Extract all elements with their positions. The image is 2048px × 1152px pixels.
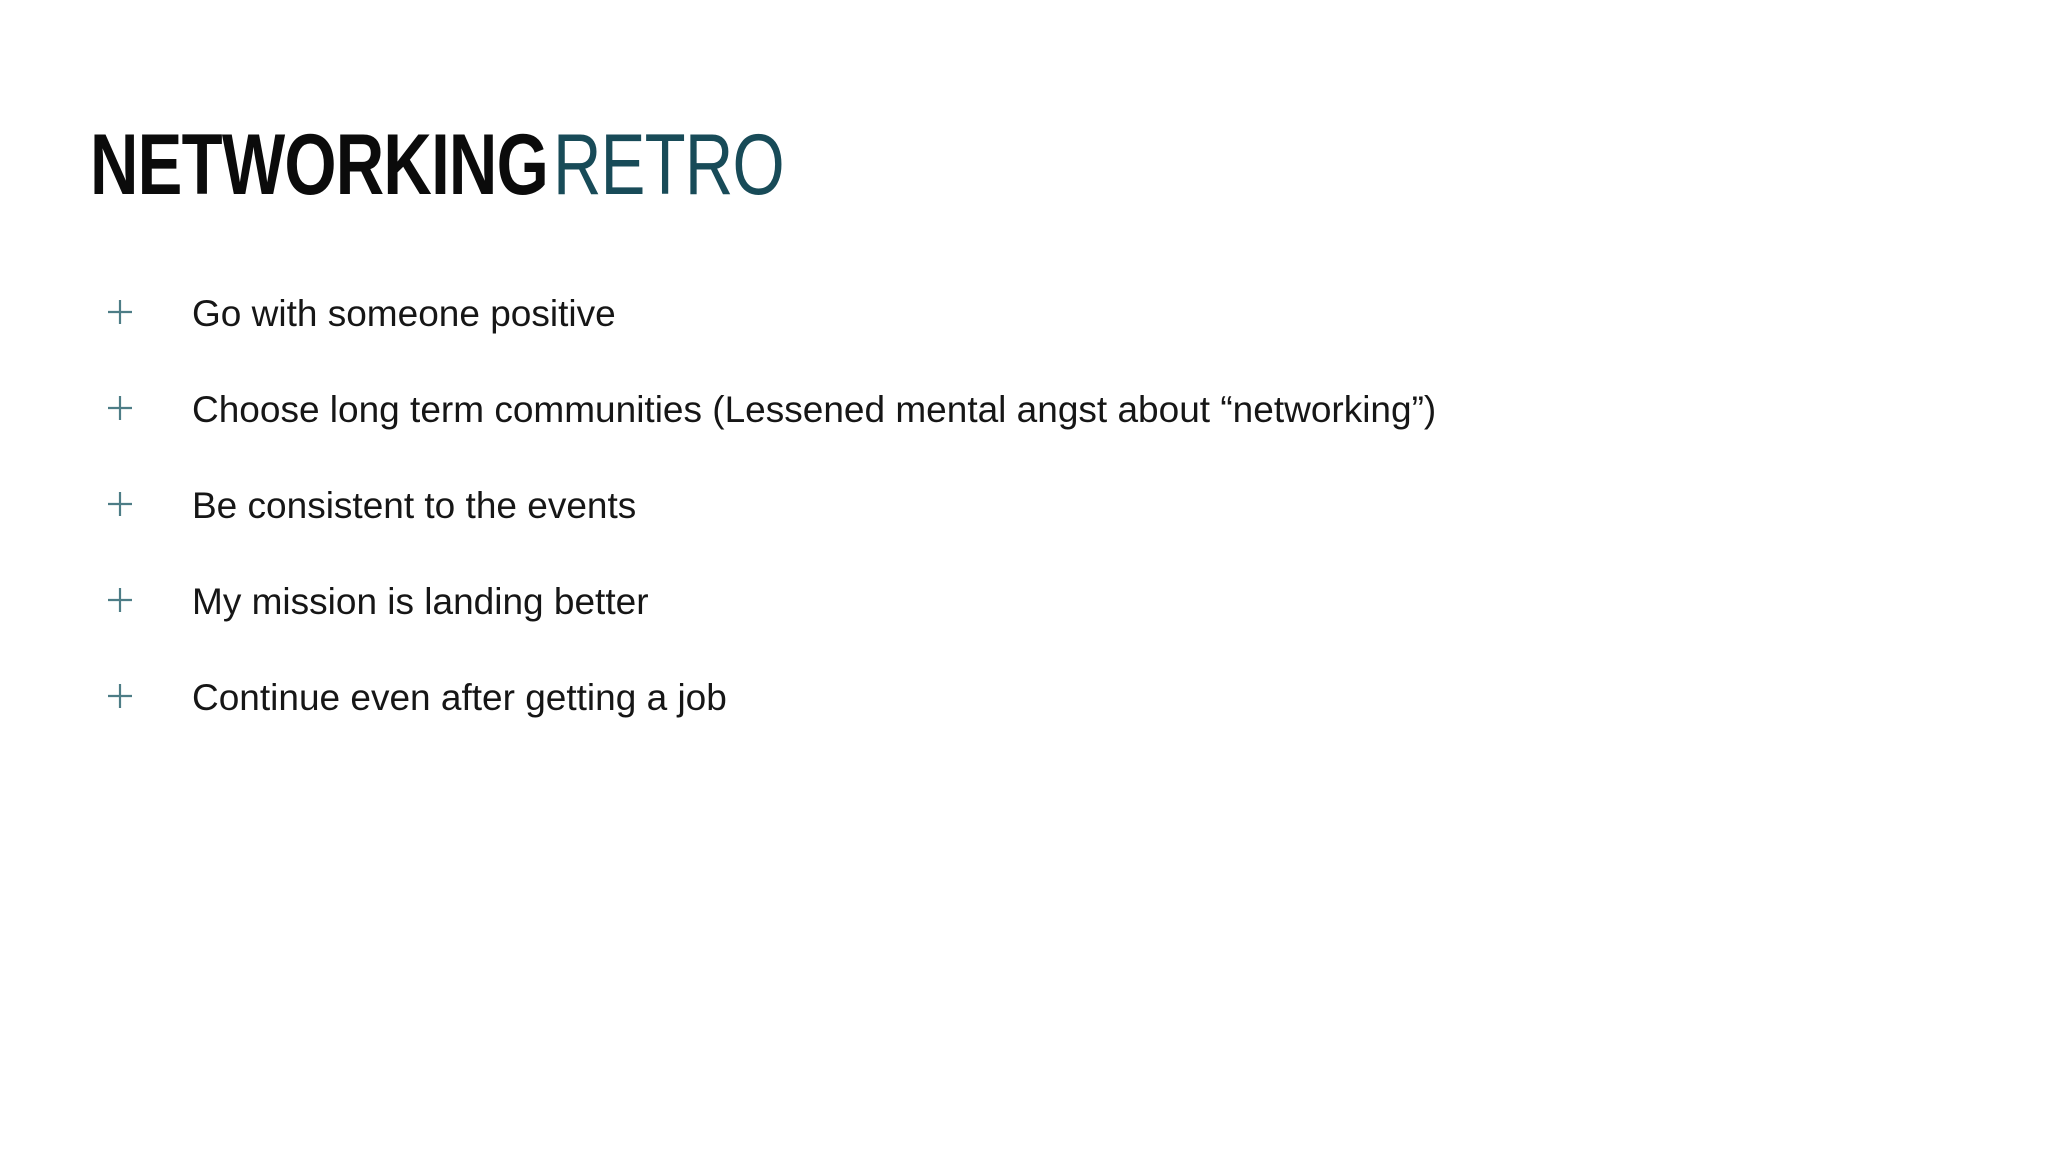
- slide-title: [90, 110, 784, 220]
- title-strong-word: NETWORKING: [90, 117, 548, 213]
- bullet-text: Choose long term communities (Lessened mental angst about “networking”): [192, 389, 1437, 430]
- plus-icon: [102, 390, 138, 426]
- plus-icon: [102, 678, 138, 714]
- bullet-text: My mission is landing better: [192, 581, 649, 622]
- bullet-text: Continue even after getting a job: [192, 677, 727, 718]
- title-accent-word: RETRO: [553, 117, 784, 213]
- plus-icon: [102, 582, 138, 618]
- bullet-text: Go with someone positive: [192, 293, 616, 334]
- plus-icon: [102, 486, 138, 522]
- plus-icon: [102, 294, 138, 330]
- bullet-text: Be consistent to the events: [192, 485, 637, 526]
